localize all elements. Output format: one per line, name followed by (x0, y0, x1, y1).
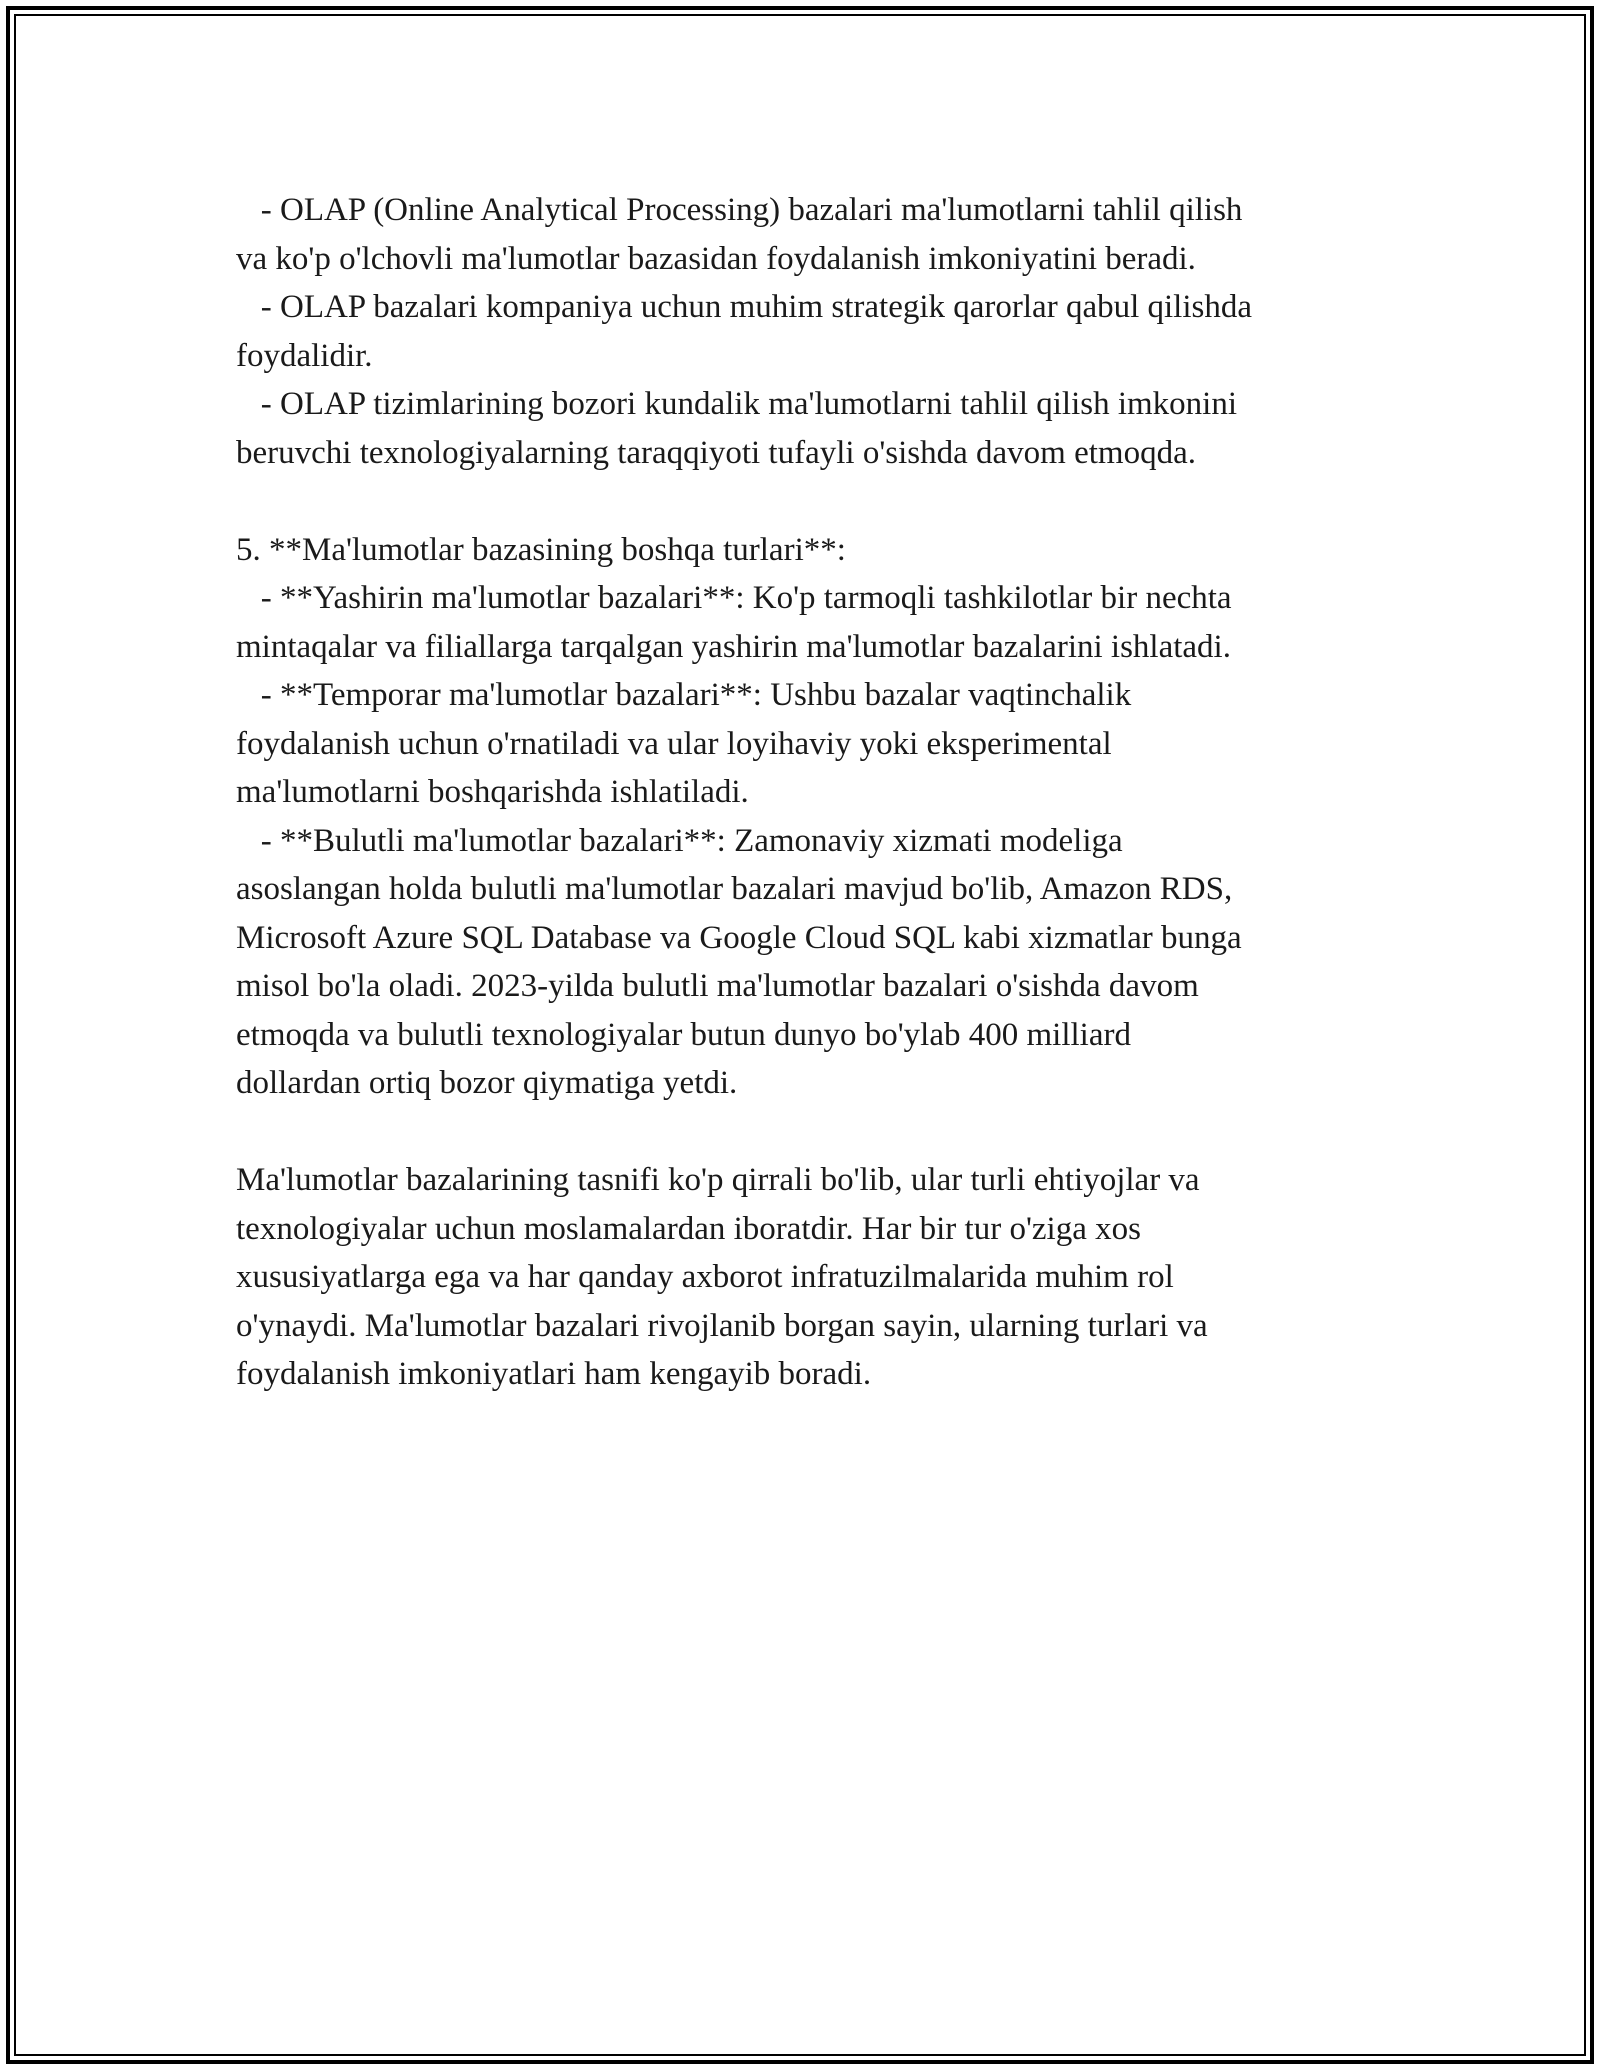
text-line: Microsoft Azure SQL Database va Google Cloud SQL kabi xizmatlar bunga (236, 919, 1242, 956)
text-line: foydalanish imkoniyatlari ham kengayib boradi. (236, 1356, 872, 1392)
blank-line (236, 1108, 1396, 1157)
text-line: etmoqda va bulutli texnologiyalar butun dunyo bo'ylab 400 milliard (236, 1016, 1131, 1053)
text-line: misol bo'la oladi. 2023-yilda bulutli ma'lumotlar bazalari o'sishda davom (236, 968, 1199, 1004)
blank-line (236, 477, 1396, 526)
text-line: - OLAP (Online Analytical Processing) bazalari ma'lumotlarni tahlil qilish (236, 192, 1243, 228)
text-line: xususiyatlarga ega va har qanday axborot infratuzilmalarida muhim rol (236, 1259, 1174, 1295)
text-line: Ma'lumotlar bazalarining tasnifi ko'p qirrali bo'lib, ular turli ehtiyojlar va (236, 1162, 1200, 1198)
text-line: - OLAP tizimlarining bozori kundalik ma'lumotlarni tahlil qilish imkonini (236, 386, 1238, 422)
text-line: ma'lumotlarni boshqarishda ishlatiladi. (236, 774, 749, 810)
text-line: - **Yashirin ma'lumotlar bazalari**: Ko'p tarmoqli tashkilotlar bir nechta (236, 580, 1232, 616)
text-line: va ko'p o'lchovli ma'lumotlar bazasidan foydalanish imkoniyatini beradi. (236, 240, 1196, 277)
text-line: texnologiyalar uchun moslamalardan iboratdir. Har bir tur o'ziga xos (236, 1210, 1141, 1247)
section-heading: 5. **Ma'lumotlar bazasining boshqa turlari**: (236, 531, 846, 568)
text-line: asoslangan holda bulutli ma'lumotlar bazalari mavjud bo'lib, Amazon RDS, (236, 871, 1233, 907)
text-line: beruvchi texnologiyalarning taraqqiyoti tufayli o'sishda davom etmoqda. (236, 434, 1196, 471)
document-body (236, 186, 1396, 1399)
text-line: - **Bulutli ma'lumotlar bazalari**: Zamonaviy xizmati modeliga (236, 822, 1123, 859)
text-line: - **Temporar ma'lumotlar bazalari**: Ushbu bazalar vaqtinchalik (236, 677, 1132, 713)
text-line: mintaqalar va filiallarga tarqalgan yashirin ma'lumotlar bazalarini ishlatadi. (236, 628, 1231, 665)
text-line: - OLAP bazalari kompaniya uchun muhim strategik qarorlar qabul qilishda (236, 289, 1253, 325)
text-line: o'ynaydi. Ma'lumotlar bazalari rivojlanib borgan sayin, ularning turlari va (236, 1307, 1208, 1344)
text-line: dollardan ortiq bozor qiymatiga yetdi. (236, 1065, 738, 1101)
text-line: foydalidir. (236, 337, 373, 374)
text-line: foydalanish uchun o'rnatiladi va ular loyihaviy yoki eksperimental (236, 725, 1112, 762)
